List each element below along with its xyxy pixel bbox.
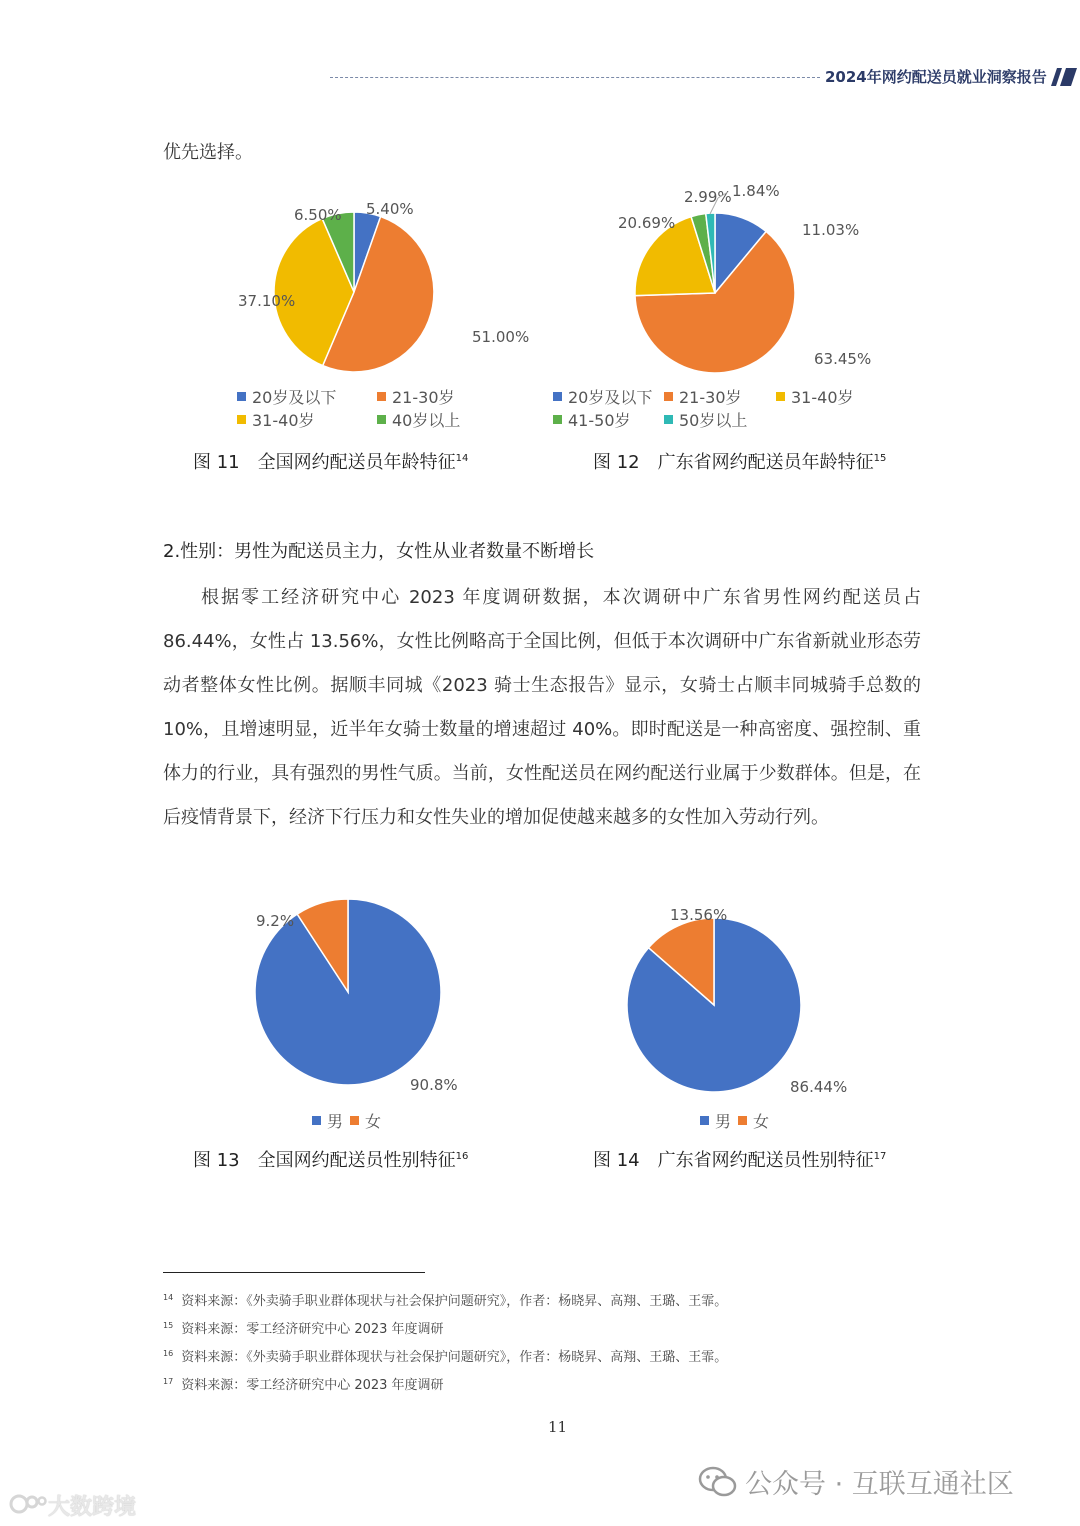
legend-item [553,408,631,431]
chart-1-caption [193,448,468,474]
intro-line: 优先选择。 [163,142,253,163]
chart-3-caption [193,1146,468,1172]
caption-number: 图 12 [593,452,640,473]
caption-number: 图 11 [193,452,240,473]
wechat-icon [698,1464,738,1498]
legend-swatch [776,392,785,401]
legend-item [377,385,455,408]
footnote-rule [163,1272,425,1273]
caption-footnote-ref: 14 [455,453,469,464]
legend-swatch [312,1116,321,1125]
footnote-text: 资料来源：零工经济研究中心 2023 年度调研 [181,1378,444,1393]
footnote-15 [163,1318,444,1337]
legend-swatch [664,415,673,424]
header-slash-mark-icon [1049,66,1079,88]
footnote-number: 16 [163,1348,174,1358]
footnote-text: 资料来源：零工经济研究中心 2023 年度调研 [181,1322,444,1337]
footnote-14 [163,1290,727,1309]
legend-item [664,385,742,408]
legend-swatch [237,392,246,401]
legend-item [738,1109,769,1132]
legend-item [553,385,652,408]
data-label: 9.2% [256,912,295,930]
legend-item [776,385,854,408]
legend-item [377,408,460,431]
data-label: 2.99% [684,188,732,206]
data-label: 86.44% [790,1078,848,1096]
legend-label: 31-40岁 [252,411,315,430]
chart-2-pie [560,178,890,388]
footnote-number: 15 [163,1320,174,1330]
data-label: 5.40% [366,200,414,218]
legend-item [312,1109,343,1132]
section-heading: 2.性别：男性为配送员主力，女性从业者数量不断增长 [163,541,595,562]
legend-item [237,408,315,431]
chart-4-pie [600,900,848,1100]
legend-label: 20岁及以下 [568,388,653,407]
legend-label: 50岁以上 [679,411,748,430]
caption-footnote-ref: 16 [455,1151,469,1162]
footnote-number: 14 [163,1292,174,1302]
legend-label: 20岁及以下 [252,388,337,407]
legend-swatch [377,392,386,401]
footnote-text: 资料来源：《外卖骑手职业群体现状与社会保护问题研究》，作者：杨晓昇、高翔、王璐、王霏。 [181,1350,728,1365]
data-label: 11.03% [802,221,860,239]
legend-label: 女 [753,1112,770,1131]
caption-text: 全国网约配送员性别特征 [257,1150,456,1171]
body-paragraph: 根据零工经济研究中心 2023 年度调研数据，本次调研中广东省男性网约配送员占 86.44%，女性占 13.56%，女性比例略高于全国比例，但低于本次调研中广东省新就业形态劳动者整体女性比例。据顺丰同城《2023 骑士生态报告》显示，女骑士占顺丰同城骑手总数的 10%，且增速明显，近半年女骑士数量的增速超过 40%。即时配送是一种高密度、强控制、重体力的行业，具有强烈的男性气质。当前，女性配送员在网约配送行业属于少数群体。但是，在后疫情背景下，经济下行压力和女性失业的增加促使越来越多的女性加入劳动行列。 [163,587,921,828]
watermark-brand: 大数跨境 [48,1495,137,1520]
legend-label: 男 [327,1112,344,1131]
legend-swatch [738,1116,747,1125]
legend-label: 40岁以上 [392,411,461,430]
legend-item [350,1109,381,1132]
caption-text: 全国网约配送员年龄特征 [257,452,456,473]
legend-swatch [700,1116,709,1125]
data-label: 1.84% [732,182,780,200]
chart-4-caption [593,1146,886,1172]
header-rule [330,77,820,78]
data-label: 6.50% [294,206,342,224]
footnote-number: 17 [163,1376,174,1386]
page-number: 11 [548,1418,568,1436]
data-label: 13.56% [670,906,728,924]
caption-footnote-ref: 15 [873,453,887,464]
caption-number: 图 13 [193,1150,240,1171]
brand-logo-icon [8,1490,48,1518]
data-label: 37.10% [238,292,296,310]
legend-item [700,1109,731,1132]
chart-1-pie [190,190,550,390]
legend-swatch [553,415,562,424]
legend-label: 女 [365,1112,382,1131]
legend-swatch [664,392,673,401]
legend-label: 男 [715,1112,732,1131]
footnote-17 [163,1374,444,1393]
report-title: 2024年网约配送员就业洞察报告 [825,68,1047,86]
legend-label: 21-30岁 [679,388,742,407]
footnote-16 [163,1346,727,1365]
footnote-text: 资料来源：《外卖骑手职业群体现状与社会保护问题研究》，作者：杨晓昇、高翔、王璐、王霏。 [181,1294,728,1309]
chart-2-caption [593,448,886,474]
caption-text: 广东省网约配送员年龄特征 [657,452,874,473]
data-label: 90.8% [410,1076,458,1094]
data-label: 63.45% [814,350,872,368]
data-label: 20.69% [618,214,676,232]
legend-swatch [237,415,246,424]
chart-3-pie [220,892,480,1102]
data-label: 51.00% [472,328,530,346]
legend-swatch [553,392,562,401]
caption-footnote-ref: 17 [873,1151,887,1162]
legend-label: 21-30岁 [392,388,455,407]
caption-text: 广东省网约配送员性别特征 [657,1150,874,1171]
legend-item [664,408,747,431]
legend-label: 31-40岁 [791,388,854,407]
legend-swatch [350,1116,359,1125]
legend-label: 41-50岁 [568,411,631,430]
caption-number: 图 14 [593,1150,640,1171]
legend-item [237,385,336,408]
watermark-wechat-account: 公众号 · 互联互通社区 [745,1469,1014,1500]
legend-swatch [377,415,386,424]
